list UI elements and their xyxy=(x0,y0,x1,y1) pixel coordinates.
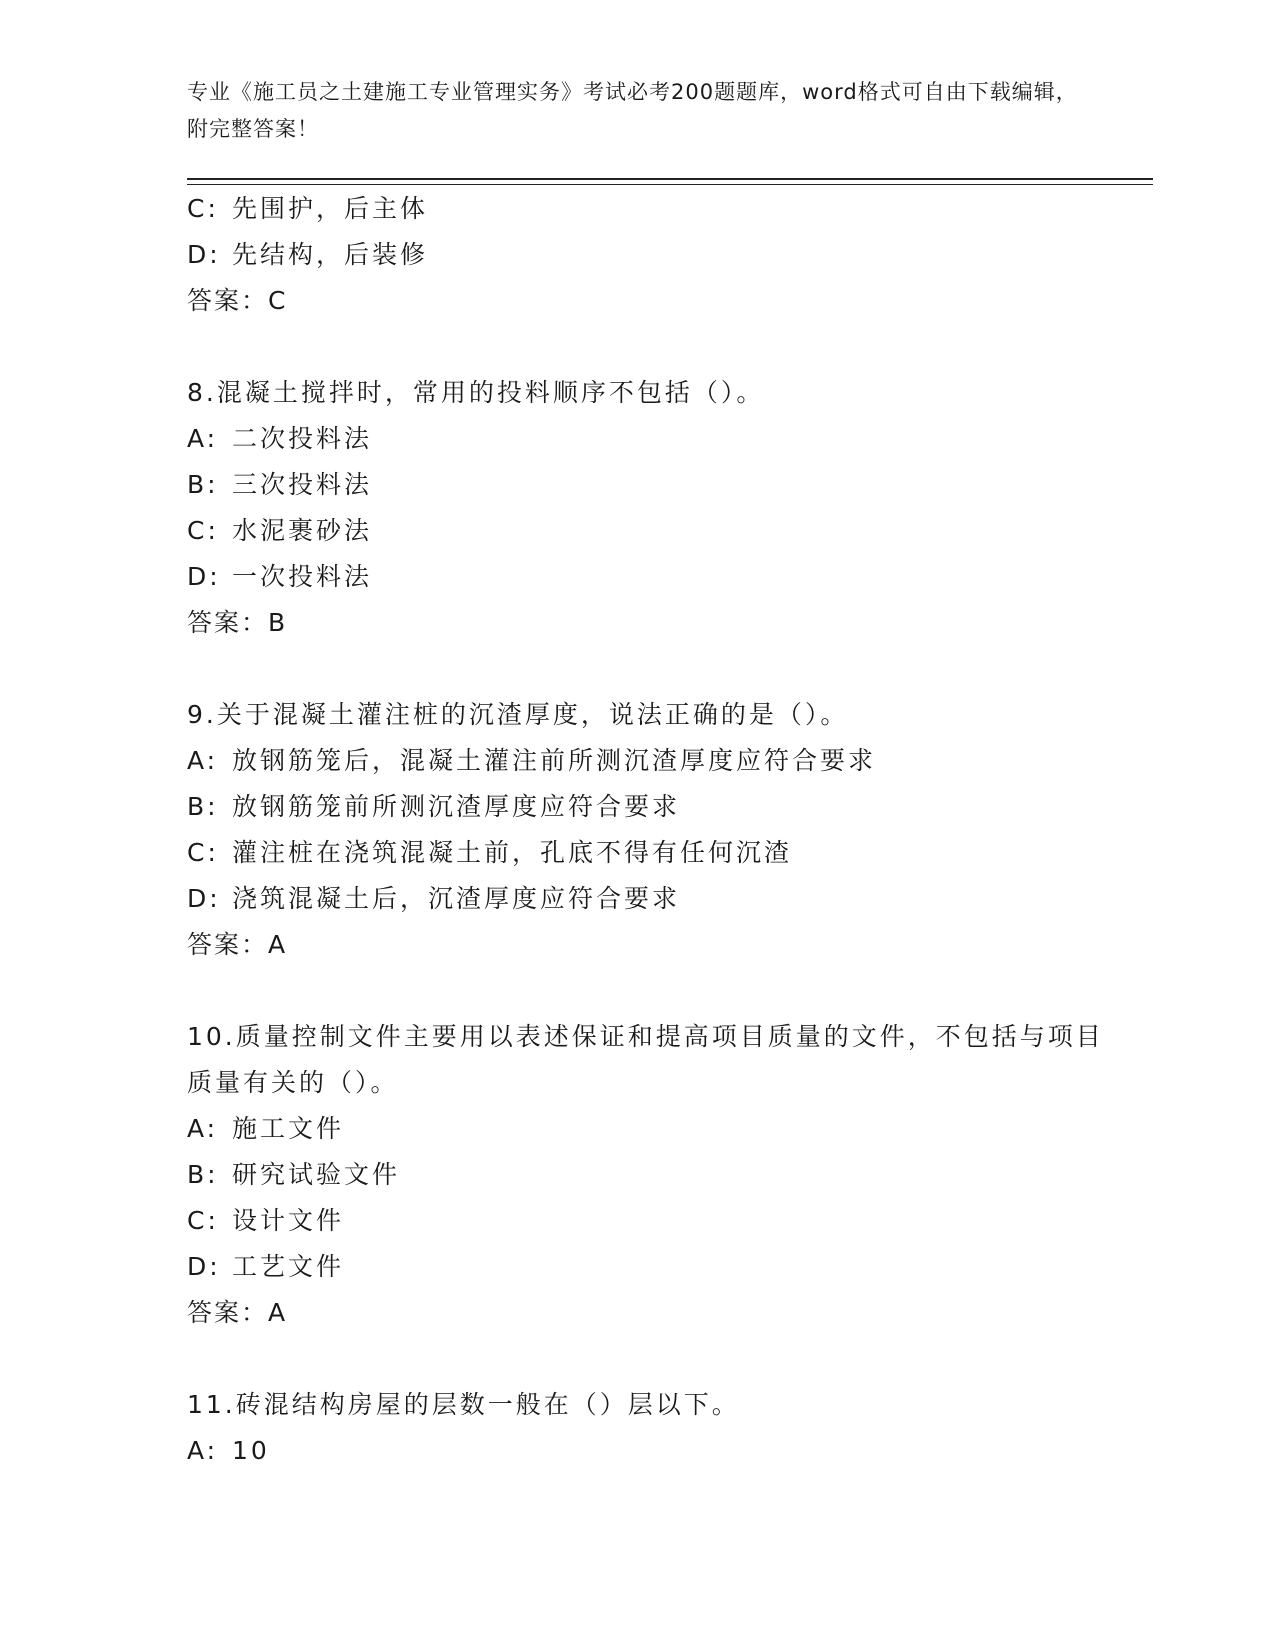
document-header: 专业《施工员之土建施工专业管理实务》考试必考200题题库，word格式可自由下载编辑，附完整答案！ xyxy=(187,80,1078,141)
option-text: 浇筑混凝土后，沉渣厚度应符合要求 xyxy=(232,884,681,913)
option-key: C: xyxy=(187,838,219,867)
option-text: 施工文件 xyxy=(232,1114,345,1143)
question-stem: 9.关于混凝土灌注桩的沉渣厚度，说法正确的是（）。 xyxy=(187,700,849,729)
question-stem: 10.质量控制文件主要用以表述保证和提高项目质量的文件，不包括与项目质量有关的（）。 xyxy=(187,1022,1104,1097)
option-key: B: xyxy=(187,792,219,821)
option-line xyxy=(187,1428,1107,1474)
option-text: 研究试验文件 xyxy=(232,1160,401,1189)
option-key: A: xyxy=(187,746,219,775)
option-line xyxy=(187,738,1107,784)
option-text: 放钢筋笼后，混凝土灌注前所测沉渣厚度应符合要求 xyxy=(232,746,877,775)
option-text: 一次投料法 xyxy=(232,562,373,591)
option-line xyxy=(187,1106,1107,1152)
option-line xyxy=(187,784,1107,830)
header-rule-thick xyxy=(187,178,1153,180)
option-text: 灌注桩在浇筑混凝土前，孔底不得有任何沉渣 xyxy=(232,838,793,867)
option-line xyxy=(187,232,1107,278)
option-key: A: xyxy=(187,1114,219,1143)
option-text: 10 xyxy=(232,1436,270,1465)
option-line xyxy=(187,416,1107,462)
option-line xyxy=(187,830,1107,876)
option-text: 工艺文件 xyxy=(232,1252,345,1281)
option-key: D: xyxy=(187,884,221,913)
option-key: D: xyxy=(187,1252,221,1281)
option-key: B: xyxy=(187,1160,219,1189)
option-text: 水泥裹砂法 xyxy=(232,516,373,545)
option-text: 二次投料法 xyxy=(232,424,373,453)
option-line xyxy=(187,1244,1107,1290)
option-text: 先结构，后装修 xyxy=(232,240,429,269)
option-key: A: xyxy=(187,1436,219,1465)
option-line xyxy=(187,462,1107,508)
header-rule-thin xyxy=(187,184,1153,185)
option-line xyxy=(187,1152,1107,1198)
option-key: B: xyxy=(187,470,219,499)
answer-line: 答案：B xyxy=(187,608,288,637)
option-key: C: xyxy=(187,1206,219,1235)
question-stem: 11.砖混结构房屋的层数一般在（）层以下。 xyxy=(187,1390,740,1419)
option-text: 先围护，后主体 xyxy=(232,194,429,223)
option-text: 设计文件 xyxy=(232,1206,345,1235)
answer-line: 答案：A xyxy=(187,1298,288,1327)
option-key: C: xyxy=(187,194,219,223)
option-text: 三次投料法 xyxy=(232,470,373,499)
option-line xyxy=(187,186,1107,232)
option-line xyxy=(187,554,1107,600)
option-key: A: xyxy=(187,424,219,453)
option-text: 放钢筋笼前所测沉渣厚度应符合要求 xyxy=(232,792,681,821)
answer-line: 答案：C xyxy=(187,286,288,315)
option-line xyxy=(187,508,1107,554)
option-key: D: xyxy=(187,562,221,591)
option-key: C: xyxy=(187,516,219,545)
option-line xyxy=(187,1198,1107,1244)
answer-line: 答案：A xyxy=(187,930,288,959)
question-stem: 8.混凝土搅拌时，常用的投料顺序不包括（）。 xyxy=(187,378,765,407)
option-key: D: xyxy=(187,240,221,269)
option-line xyxy=(187,876,1107,922)
question-content xyxy=(187,186,1107,1474)
